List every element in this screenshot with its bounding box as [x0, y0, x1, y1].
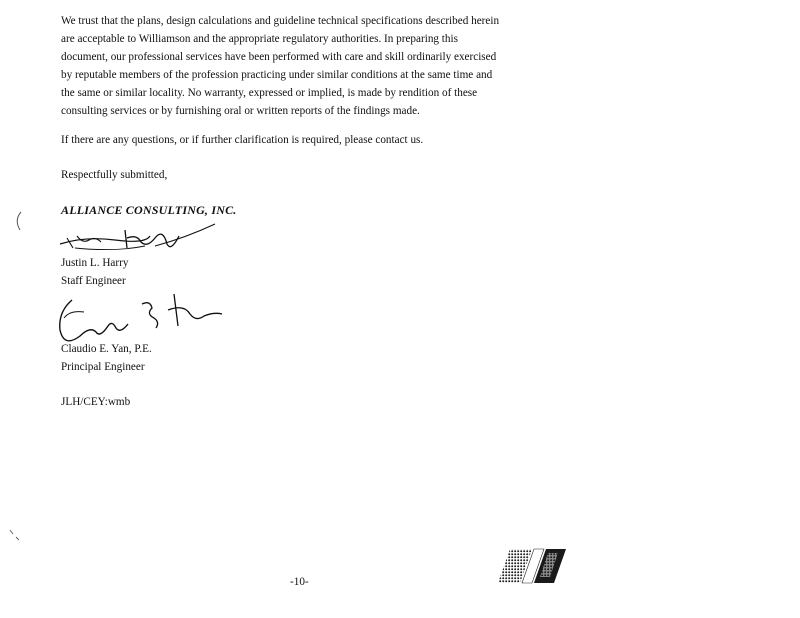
scan-bracket-mark	[12, 210, 24, 232]
page-number: -10-	[290, 576, 309, 588]
signatory2-title: Principal Engineer	[61, 361, 145, 373]
signature-justin-harry	[55, 218, 225, 258]
signatory2-name: Claudio E. Yan, P.E.	[61, 343, 152, 355]
typist-initials: JLH/CEY:wmb	[61, 396, 131, 408]
closing-line: Respectfully submitted,	[61, 169, 168, 181]
paragraph-line-3: document, our professional services have been performed with care and skill ordinarily exercised	[61, 51, 497, 63]
paragraph-line-5: the same or similar locality. No warranty, expressed or implied, is made by rendition of these	[61, 87, 478, 99]
paragraph-line-6: consulting services or by furnishing oral or written reports of the findings made.	[61, 105, 420, 117]
signatory1-name: Justin L. Harry	[61, 257, 129, 269]
scan-speck-mark	[8, 528, 22, 542]
firm-name: ALLIANCE CONSULTING, INC.	[61, 203, 237, 217]
company-logo-image	[496, 547, 568, 585]
paragraph-line-4: by reputable members of the profession practicing under similar conditions at the same time and	[61, 69, 493, 81]
paragraph-line-1: We trust that the plans, design calculations and guideline technical specifications described herein	[61, 15, 500, 27]
signatory1-title: Staff Engineer	[61, 275, 126, 287]
paragraph-line-2: are acceptable to Williamson and the appropriate regulatory authorities. In preparing this	[61, 33, 458, 45]
contact-paragraph: If there are any questions, or if further clarification is required, please contact us.	[61, 134, 424, 146]
